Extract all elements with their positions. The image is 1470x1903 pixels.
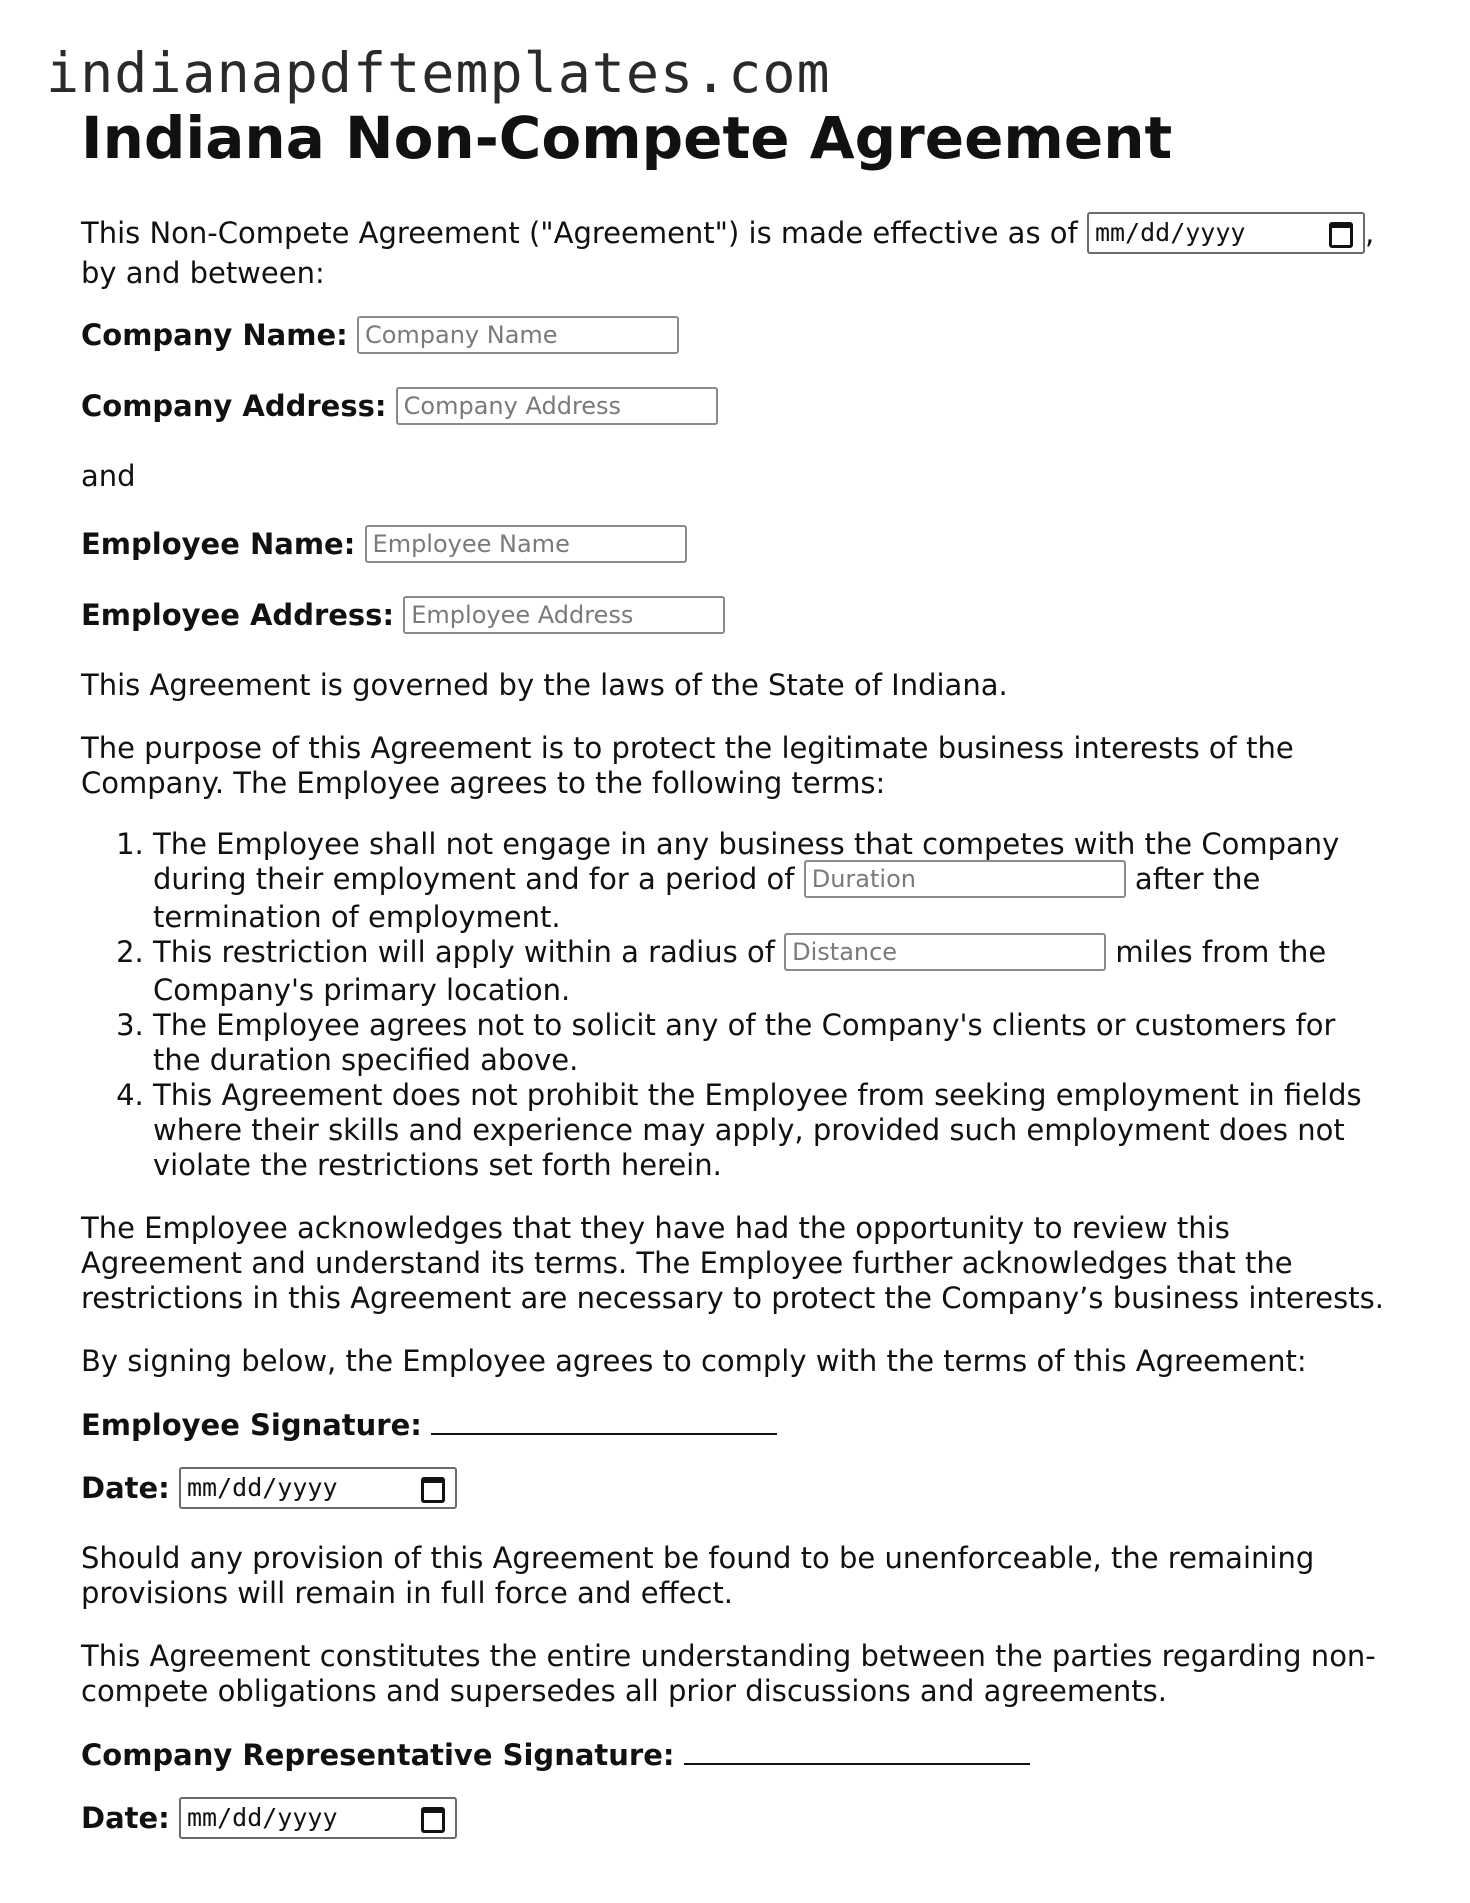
employee-address-input[interactable]: Employee Address <box>403 596 725 634</box>
employee-signature-row <box>81 1407 1391 1443</box>
intro-text: This Non-Compete Agreement ("Agreement") is made effective as of <box>81 216 1087 250</box>
company-date-row <box>81 1799 1391 1841</box>
term-item: 3. The Employee agrees not to solicit any of the Company's clients or customers for the duration specified above. <box>153 1008 1391 1078</box>
term-2-text-end: miles from the Company's primary location. <box>153 935 1327 1007</box>
calendar-icon[interactable] <box>421 1477 445 1503</box>
by-signing-paragraph: By signing below, the Employee agrees to comply with the terms of this Agreement: <box>81 1344 1307 1378</box>
term-item <box>153 935 1391 1008</box>
employee-date-label: Date: <box>81 1471 170 1505</box>
employee-date-input[interactable] <box>179 1467 457 1509</box>
term-2-text: This restriction will apply within a radius of <box>153 935 785 969</box>
governed-paragraph: This Agreement is governed by the laws of the State of Indiana. <box>81 668 1008 702</box>
effective-date-placeholder: mm/dd/yyyy <box>1094 218 1246 247</box>
employee-signature-label: Employee Signature: <box>81 1408 422 1442</box>
employee-date-placeholder: mm/dd/yyyy <box>187 1473 338 1502</box>
employee-name-row <box>81 526 1391 565</box>
page-title: Indiana Non-Compete Agreement <box>81 104 1173 172</box>
acknowledge-paragraph: The Employee acknowledges that they have had the opportunity to review this Agreement and understand its terms. The Employee further acknowledges that the restrictions in this Agreement are necessary to protect the Company’s business interests. <box>81 1211 1384 1315</box>
effective-date-input[interactable] <box>1087 212 1365 254</box>
company-name-label: Company Name: <box>81 318 348 352</box>
document-body <box>81 100 1391 1873</box>
company-address-row <box>81 388 1391 427</box>
calendar-icon[interactable] <box>421 1807 445 1833</box>
severability-paragraph: Should any provision of this Agreement be found to be unenforceable, the remaining provisions will remain in full force and effect. <box>81 1541 1315 1610</box>
company-date-input[interactable] <box>179 1797 457 1839</box>
employee-signature-line[interactable] <box>431 1409 777 1435</box>
entire-agreement-paragraph: This Agreement constitutes the entire understanding between the parties regarding non-compete obligations and supersedes all prior discussions and agreements. <box>81 1639 1376 1708</box>
employee-address-row <box>81 597 1391 636</box>
distance-input[interactable]: Distance <box>784 933 1106 971</box>
company-date-label: Date: <box>81 1801 170 1835</box>
term-1-text: The Employee shall not engage in any business that competes with the Company during their employment and for a period of <box>153 827 1340 896</box>
term-1-text-end: after the termination of employment. <box>153 862 1261 934</box>
watermark: indianapdftemplates.com <box>46 41 831 105</box>
term-item: 4. This Agreement does not prohibit the Employee from seeking employment in fields where their skills and experience may apply, provided such employment does not violate the restrictions set forth herein. <box>153 1078 1391 1183</box>
employee-name-input[interactable]: Employee Name <box>365 525 687 563</box>
company-name-row <box>81 317 1391 356</box>
purpose-paragraph: The purpose of this Agreement is to protect the legitimate business interests of the Company. The Employee agrees to the following terms: <box>81 731 1294 800</box>
company-signature-label: Company Representative Signature: <box>81 1738 675 1772</box>
company-date-placeholder: mm/dd/yyyy <box>187 1803 338 1832</box>
company-signature-row <box>81 1737 1391 1773</box>
employee-name-label: Employee Name: <box>81 527 356 561</box>
employee-date-row <box>81 1469 1391 1511</box>
terms-list <box>81 827 1391 1183</box>
and-text: and <box>81 459 136 493</box>
duration-input[interactable]: Duration <box>804 860 1126 898</box>
employee-address-label: Employee Address: <box>81 598 395 632</box>
intro-comma: , <box>1364 216 1375 250</box>
company-address-input[interactable]: Company Address <box>396 387 718 425</box>
company-signature-line[interactable] <box>684 1739 1030 1765</box>
calendar-icon[interactable] <box>1329 222 1353 248</box>
company-address-label: Company Address: <box>81 389 387 423</box>
term-item <box>153 827 1391 935</box>
intro-between: by and between: <box>81 256 325 290</box>
intro-paragraph <box>81 214 1391 291</box>
company-name-input[interactable]: Company Name <box>357 316 679 354</box>
